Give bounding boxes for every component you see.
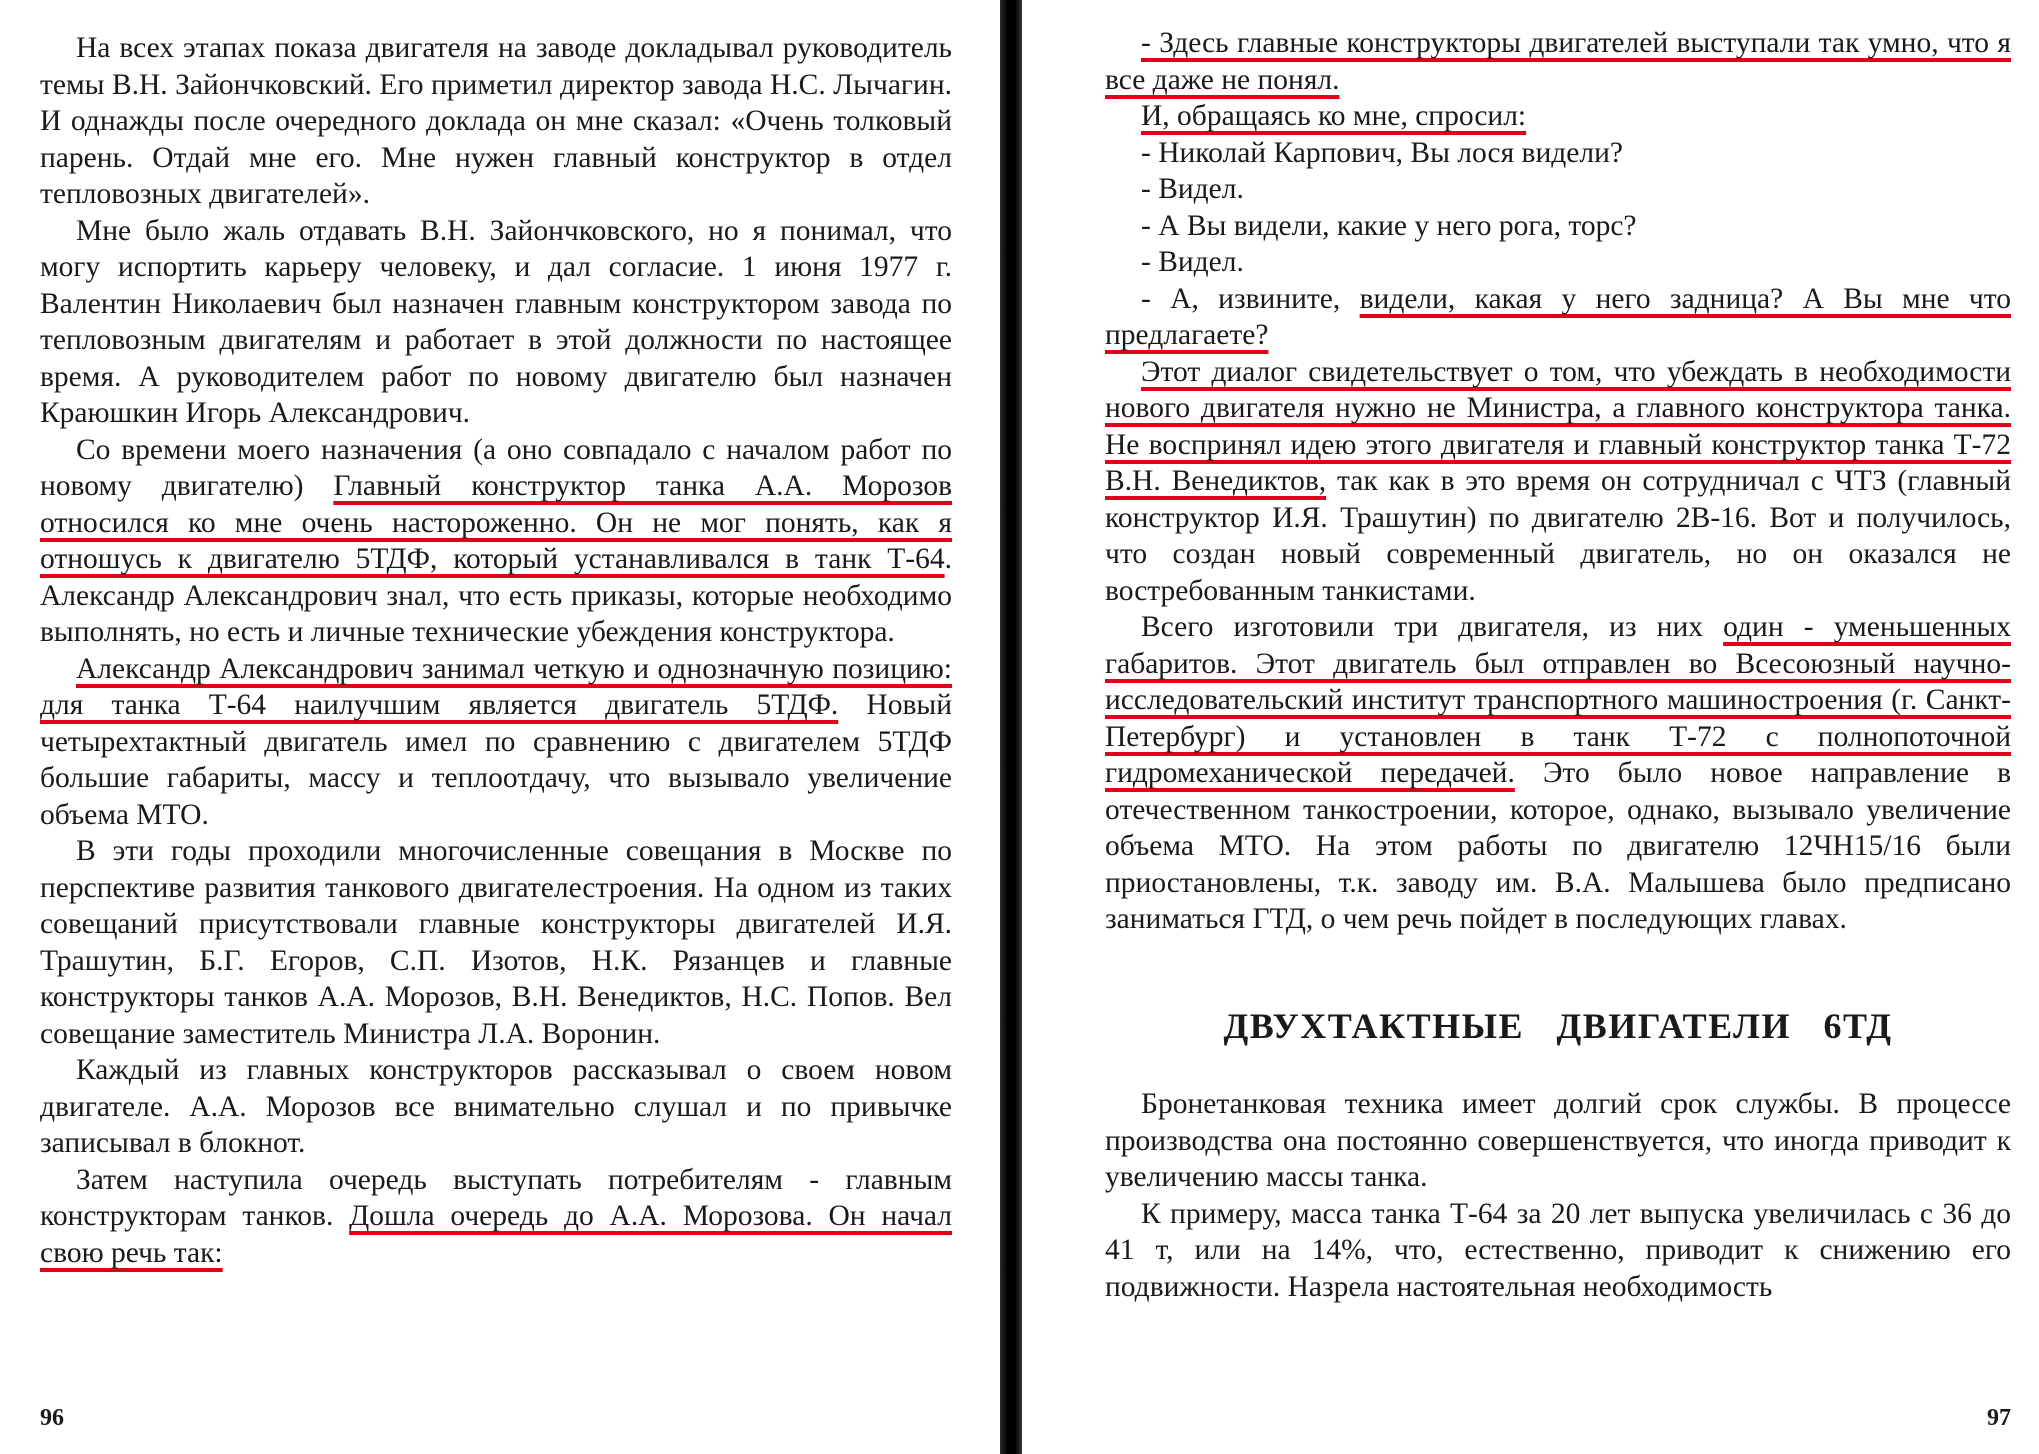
underlined-passage: Главный конструктор танка А.А. Морозов относился ко мне очень настороженно. Он не мог понять, как я отношусь к двигателю 5ТДФ, который устанавливался в танк Т-64 <box>40 470 952 575</box>
underlined-passage: Дошла очередь до А.А. Морозова. Он начал свою речь так: <box>40 1200 952 1269</box>
paragraph <box>1105 609 2011 938</box>
paragraph: К примеру, масса танка Т-64 за 20 лет выпуска увеличилась с 36 до 41 т, или на 14%, что, естественно, приводит к снижению его подвижности. Назрела настоятельная необходимость <box>1105 1197 2011 1303</box>
underlined-passage: видели, какая у него задница? А Вы мне что предлагаете? <box>1105 282 2012 351</box>
dialogue-line <box>1105 98 2011 135</box>
section-heading: ДВУХТАКТНЫЕ ДВИГАТЕЛИ 6ТД <box>1223 1005 1893 1046</box>
dialogue-line: - А Вы видели, какие у него рога, торс? <box>1141 209 1637 242</box>
paragraph: Бронетанковая техника имеет долгий срок службы. В процессе производства она постоянно совершенствуется, что иногда приводит к увеличению массы танка. <box>1105 1088 2011 1193</box>
right-page <box>1022 0 2039 1454</box>
text-span: Это было новое направление в отечественном танкостроении, которое, однако, вызывало увеличение объема МТО. На этом работы по двигателю 12ЧН15/16 были приостановлены, т.к. заводу им. В.А. Малышева было предписано заниматься ГТД, о чем речь пойдет в последующих главах. <box>1105 757 2011 935</box>
dialogue-line: - Николай Карпович, Вы лося видели? <box>1141 136 1623 169</box>
underlined-passage: - Здесь главные конструкторы двигателей выступали так умно, что я все даже не понял. <box>1105 27 2011 96</box>
dialogue-line: - Видел. <box>1141 246 1244 278</box>
text-span: Всего изготовили три двигателя, из них <box>1141 611 1724 643</box>
left-page-text <box>40 30 952 1271</box>
paragraph: На всех этапах показа двигателя на заводе докладывал руководитель темы В.Н. Зайончковский. Его приметил директор завода Н.С. Лычагин. И однажды после очередного доклада он мне сказал: «Очень толковый парень. Отдай мне его. Мне нужен главный конструктор в отдел тепловозных двигателей». <box>40 32 952 210</box>
book-spine <box>1000 0 1022 1454</box>
paragraph <box>40 1162 952 1272</box>
text-span: Со времени моего назначения (а оно совпадало с началом работ по новому двигателю) <box>40 433 952 502</box>
page-number: 96 <box>40 1405 64 1431</box>
paragraph: Каждый из главных конструкторов рассказывал о своем новом двигателе. А.А. Морозов все внимательно слушал и по привычке записывал в блокнот. <box>40 1054 952 1159</box>
text-span: Затем наступила очередь выступать потребителям - главным конструкторам танков. <box>40 1163 952 1232</box>
paragraph: Мне было жаль отдавать В.Н. Зайончковского, но я понимал, что могу испортить карьеру человеку, и дал согласие. 1 июня 1977 г. Валентин Николаевич был назначен главным конструктором завода по тепловозным двигателям и работает в этой должности по настоящее время. А руководителем работ по новому двигателю был назначен Краюшкин Игорь Александрович. <box>40 214 952 429</box>
paragraph: В эти годы проходили многочисленные совещания в Москве по перспективе развития танкового двигателестроения. На одном из таких совещаний присутствовали главные конструкторы двигателей И.Я. Трашутин, Б.Г. Егоров, С.П. Изотов, Н.К. Рязанцев и главные конструкторы танков А.А. Морозов, В.Н. Венедиктов, Н.С. Попов. Вел совещание заместитель Министра Л.А. Воронин. <box>40 835 952 1050</box>
dialogue-line <box>1105 25 2011 98</box>
underlined-passage: Александр Александрович занимал четкую и однозначную позицию: для танка Т-64 наилучшим является двигатель 5ТДФ. <box>40 652 952 721</box>
paragraph <box>40 432 952 651</box>
text-span: - А, извините, <box>1141 282 1360 315</box>
text-span: . Александр Александрович знал, что есть приказы, которые необходимо выполнять, но есть и личные технические убеждения конструктора. <box>40 543 952 648</box>
dialogue-line: - Видел. <box>1141 173 1244 205</box>
paragraph <box>1105 354 2011 610</box>
left-page <box>0 0 1000 1454</box>
underlined-passage: Этот диалог свидетельствует о том, что убеждать в необходимости нового двигателя нужно не Министра, а главного конструктора танка. Не воспринял идею этого двигателя и главный конструктор танка Т-72 В.Н. Венедиктов, <box>1105 355 2011 497</box>
underlined-passage: И, обращаясь ко мне, спросил: <box>1141 100 1527 132</box>
page-number: 97 <box>1987 1405 2011 1431</box>
right-page-text <box>1105 25 2011 1305</box>
text-span: так как в это время он сотрудничал с ЧТЗ (главный конструктор И.Я. Трашутин) по двигателю 2В-16. Вот и получилось, что создан новый современный двигатель, но он оказался не востребованным танкистами. <box>1105 465 2011 607</box>
dialogue-line <box>1105 281 2011 354</box>
text-span: Новый четырехтактный двигатель имел по сравнению с двигателем 5ТДФ большие габариты, массу и теплоотдачу, что вызывало увеличение объема МТО. <box>40 689 952 831</box>
underlined-passage: один - уменьшенных габаритов. Этот двигатель был отправлен во Всесоюзный научно-исследовательский институт транспортного машиностроения (г. Санкт-Петербург) и установлен в танк Т-72 с полнопоточной гидромеханической передачей. <box>1105 611 2012 789</box>
paragraph <box>40 651 952 834</box>
